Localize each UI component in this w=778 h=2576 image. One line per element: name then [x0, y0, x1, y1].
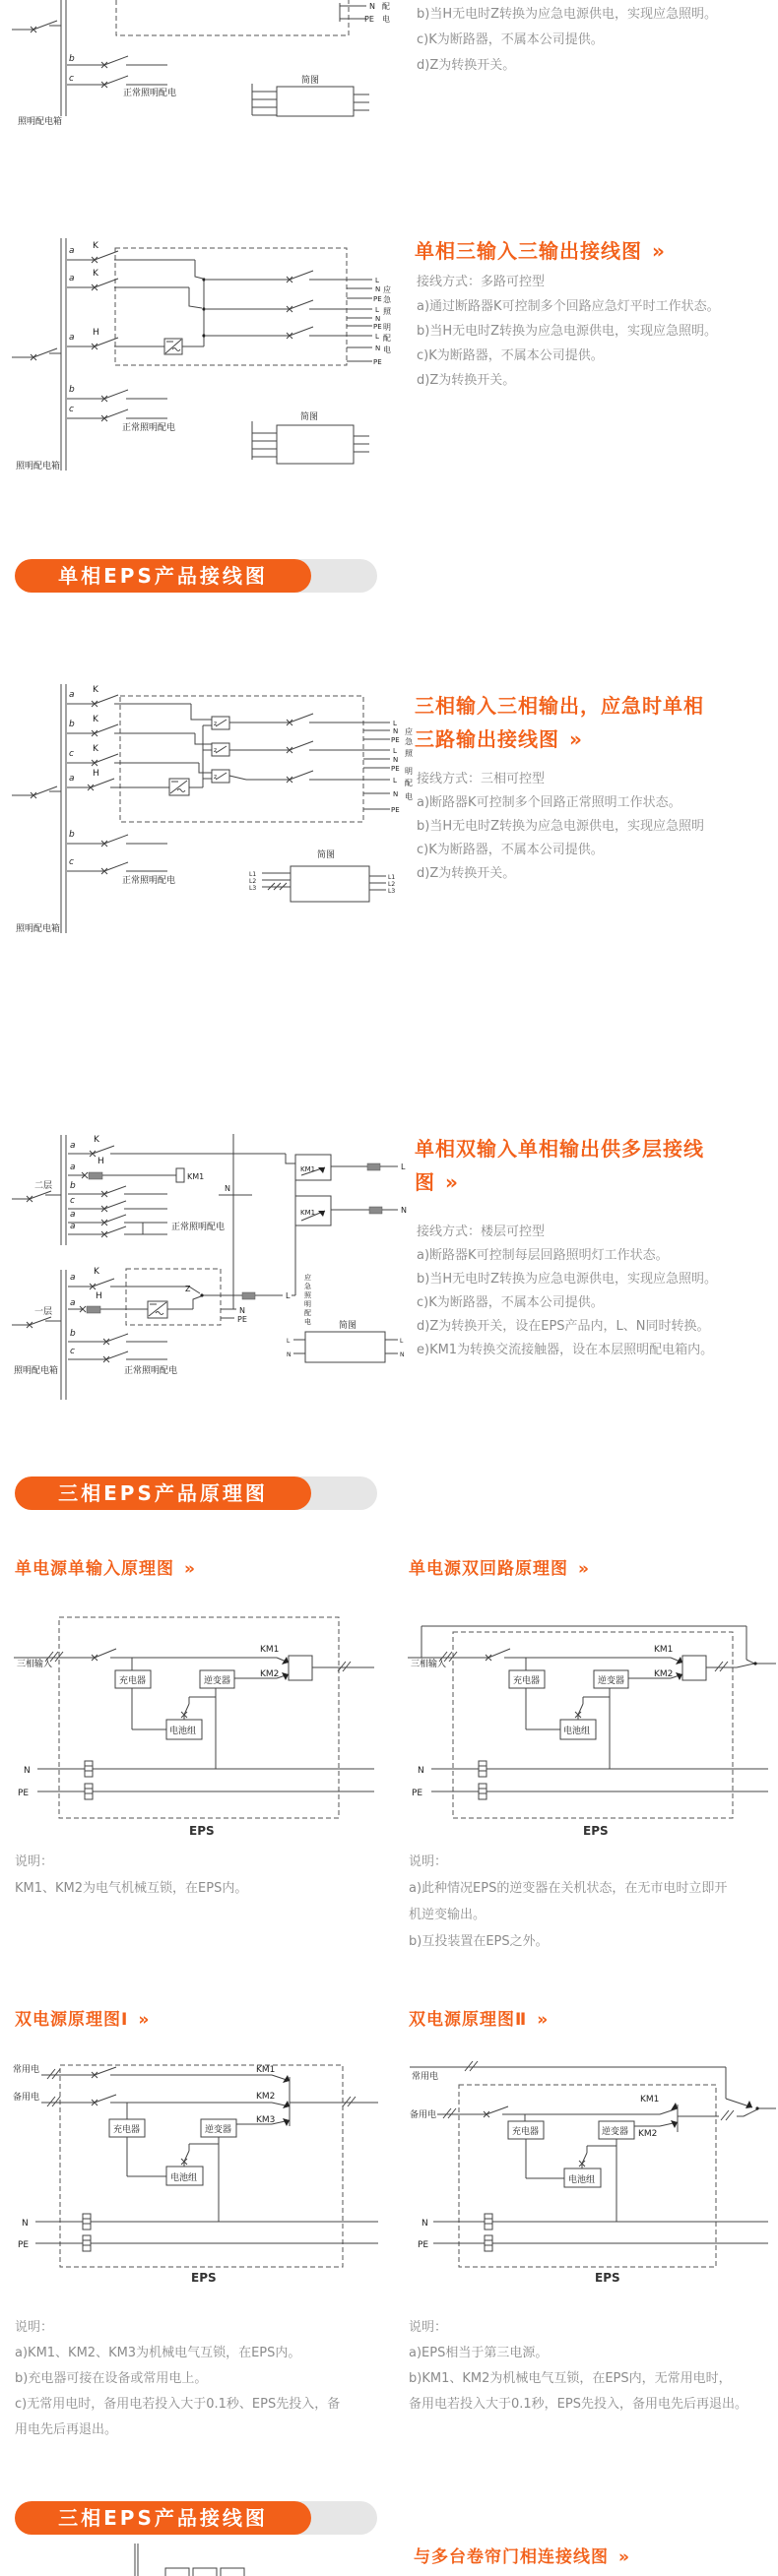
charger-box-label: 充电器: [513, 1676, 541, 1686]
breaker-label: K: [94, 1135, 99, 1145]
sketch-label: 简图: [301, 76, 320, 86]
inverter-box-label: 逆变器: [598, 1676, 625, 1686]
section3-title[interactable]: 三相输入三相输出，应急时单相 三路输出接线图 »: [415, 694, 704, 751]
breaker-label: K: [93, 715, 98, 724]
group-char: 电: [405, 792, 413, 801]
banner-pill: 三相EPS产品接线图: [15, 2501, 311, 2535]
terminal-label: PE: [391, 765, 400, 773]
terminal-label: L: [375, 277, 379, 284]
input-label: 常用电: [13, 2065, 40, 2075]
sketch-label: 简图: [300, 412, 319, 422]
sketch-out-label: L3: [388, 888, 396, 895]
bottom-section-title[interactable]: 与多台卷帘门相连接线图 »: [414, 2547, 630, 2567]
transfer-switch-label: Z: [185, 1285, 191, 1293]
banner-pill: 三相EPS产品原理图: [15, 1476, 311, 1510]
principle2-title[interactable]: 单电源双回路原理图 »: [409, 1559, 590, 1579]
contactor-label: KM3: [256, 2115, 276, 2125]
input-label: 备用电: [13, 2093, 40, 2103]
sketch-out-label: N: [400, 1351, 405, 1358]
note-line: a)断路器K可控制多个回路正常照明工作状态。: [417, 795, 681, 810]
note-line: KM1、KM2为电气机械互锁，在EPS内。: [15, 1881, 248, 1896]
note-line: b)当H无电时Z转换为应急电源供电，实现应急照明。: [417, 1272, 718, 1287]
section3-notes: [417, 768, 704, 886]
dual-power-diagram-1: [8, 2057, 384, 2289]
principle-diagram-single-input: [8, 1614, 384, 1839]
note-line: b)充电器可接在设备或常用电上。: [15, 2371, 208, 2386]
group-char: 急: [304, 1283, 311, 1290]
note-line: b)KM1、KM2为机械电气互锁，在EPS内，无常用电时，: [409, 2371, 732, 2386]
branch-label: a: [70, 1222, 76, 1231]
method-line: 接线方式：楼层可控型: [417, 1225, 546, 1239]
banner-pill: 单相EPS产品接线图: [15, 559, 311, 593]
section4-notes: [417, 1221, 717, 1362]
sketch-out-label: L2: [388, 881, 396, 888]
wire-label: N: [239, 1306, 245, 1315]
breaker-label: K: [94, 1267, 99, 1277]
note-line: a)KM1、KM2、KM3为机械电气互锁，在EPS内。: [15, 2346, 301, 2360]
note-line: d)Z为转换开关，设在EPS产品内，L、N同时转换。: [417, 1319, 710, 1334]
eps-label: EPS: [191, 2271, 217, 2285]
chevron-right-icon: »: [569, 727, 583, 751]
branch-label: b: [69, 54, 75, 64]
inverter-box-label: 逆变器: [205, 2125, 232, 2135]
branch-label: c: [69, 857, 74, 867]
note-line: 备用电若投入大于0.1秒，EPS先投入，备用电先后再退出。: [409, 2397, 747, 2412]
branch-label: b: [69, 385, 75, 395]
breaker-label: K: [93, 269, 98, 279]
wiring-diagram-three-phase: [0, 679, 414, 955]
input-label: 三相输入: [17, 1660, 53, 1669]
eps-label: EPS: [189, 1824, 215, 1838]
contactor-label: KM2: [638, 2129, 658, 2139]
section2-title[interactable]: 单相三输入三输出接线图 »: [415, 239, 666, 263]
group-char: 配: [383, 334, 391, 343]
chevron-right-icon: »: [537, 2010, 550, 2030]
breaker-label: H: [96, 1291, 102, 1301]
panel-box-label: 照明配电箱: [14, 1366, 59, 1376]
terminal-label: N: [393, 790, 399, 798]
wiring-diagram-single-phase-3in-3out: [0, 236, 394, 477]
note-line: c)K为断路器，不属本公司提供。: [417, 843, 604, 857]
branch-label: b: [69, 720, 75, 729]
note-line: 用电先后再退出。: [15, 2422, 118, 2437]
group-char: 电: [383, 346, 391, 354]
note-line: b)互投装置在EPS之外。: [409, 1934, 549, 1949]
contactor-label: KM1: [300, 1209, 316, 1217]
normal-lighting-label: 正常照明配电: [122, 423, 176, 433]
wire-label: PE: [18, 1789, 30, 1798]
branch-label: a: [70, 1210, 76, 1220]
method-line: 接线方式：多路可控型: [417, 275, 546, 289]
banner-three-phase-principle: [15, 1476, 379, 1510]
group-char: 配: [405, 779, 413, 787]
terminal-label: N: [393, 756, 399, 764]
group-char: 照: [383, 307, 391, 316]
note-line: e)KM1为转换交流接触器，设在本层照明配电箱内。: [417, 1343, 714, 1357]
sketch-in-label: L1: [249, 871, 257, 878]
terminal-pe-label: PE: [364, 15, 374, 24]
floor-label: 二层: [34, 1181, 53, 1191]
principle1-title[interactable]: 单电源单输入原理图 »: [15, 1559, 196, 1579]
group-char: 急: [405, 737, 413, 746]
wiring-diagram-top-partial: [0, 0, 463, 128]
battery-box-label: 电池组: [563, 1727, 591, 1736]
terminal-label: N: [393, 727, 399, 735]
terminal-label: PE: [373, 323, 382, 331]
floor-label: 一层: [34, 1307, 53, 1317]
branch-label: c: [69, 74, 74, 84]
wire-label: PE: [18, 2240, 30, 2250]
charger-box-label: 充电器: [119, 1676, 147, 1686]
branch-label: b: [69, 830, 75, 840]
contactor-label: KM2: [256, 2092, 276, 2102]
panel-box-label: 照明配电箱: [16, 462, 61, 471]
group-char: 电: [382, 15, 390, 24]
breaker-label: K: [93, 685, 98, 695]
group-char: 明: [383, 323, 391, 332]
note-line: b)当H无电时Z转换为应急电源供电，实现应急照明。: [417, 7, 718, 22]
breaker-label: H: [97, 1157, 104, 1166]
section4-title[interactable]: 单相双输入单相输出供多层接线 图 »: [415, 1137, 704, 1194]
branch-label: b: [70, 1329, 76, 1339]
branch-label: a: [69, 333, 75, 343]
panel-box-label: 照明配电箱: [16, 924, 61, 934]
branch-label: c: [70, 1196, 75, 1206]
branch-label: a: [69, 274, 75, 283]
note-line: d)Z为转换开关。: [417, 58, 516, 73]
chevron-right-icon: »: [138, 2010, 151, 2030]
group-char: 应: [405, 727, 413, 736]
transfer-switch-label: z: [214, 721, 218, 727]
input-label: 三相输入: [411, 1660, 447, 1669]
note-line: b)当H无电时Z转换为应急电源供电，实现应急照明。: [417, 324, 718, 339]
terminal-label: PE: [391, 806, 400, 814]
terminal-label: N: [375, 285, 381, 293]
dual-power-diagram-2: [402, 2057, 778, 2289]
terminal-label: PE: [391, 736, 400, 744]
breaker-label: K: [93, 744, 98, 754]
normal-lighting-label: 正常照明配电: [171, 1223, 226, 1232]
eps-label: EPS: [595, 2271, 620, 2285]
transfer-switch-label: z: [214, 747, 218, 754]
panel-box-label: 照明配电箱: [18, 117, 63, 127]
input-label: 备用电: [410, 2110, 437, 2120]
sketch-in-label: L: [287, 1338, 291, 1345]
input-label: 常用电: [412, 2072, 439, 2082]
terminal-label: PE: [373, 358, 382, 366]
branch-label: a: [69, 690, 75, 700]
sketch-out-label: L1: [388, 874, 396, 881]
note-line: a)EPS相当于第三电源。: [409, 2346, 549, 2360]
sketch-in-label: L2: [249, 878, 257, 885]
wire-label: N: [421, 2219, 428, 2229]
branch-label: c: [70, 1347, 75, 1356]
terminal-label: PE: [373, 295, 382, 303]
note-line: c)无常用电时，备用电若投入大于0.1秒、EPS先投入，备: [15, 2397, 341, 2412]
inverter-box-label: 逆变器: [602, 2127, 629, 2137]
wire-label: L: [401, 1162, 406, 1171]
branch-label: a: [69, 774, 75, 784]
sketch-in-label: N: [287, 1351, 292, 1358]
wiring-diagram-bottom-partial: [0, 2540, 414, 2576]
wire-label: PE: [418, 2240, 429, 2250]
contactor-label: KM1: [300, 1165, 316, 1173]
wire-label: N: [401, 1206, 407, 1215]
note-line: d)Z为转换开关。: [417, 373, 516, 388]
terminal-n-label: N: [369, 2, 375, 11]
battery-box-label: 电池组: [170, 2173, 198, 2183]
normal-lighting-label: 正常照明配电: [123, 89, 177, 98]
branch-label: a: [70, 1273, 76, 1283]
group-char: 应: [304, 1274, 311, 1282]
charger-box-label: 充电器: [512, 2127, 540, 2137]
note-line: b)当H无电时Z转换为应急电源供电，实现应急照明: [417, 819, 705, 834]
contactor-label: KM1: [256, 2065, 276, 2075]
wire-label: N: [24, 1766, 31, 1776]
inverter-box-label: 逆变器: [204, 1676, 231, 1686]
notes-heading: 说明：: [409, 1854, 448, 1869]
terminal-label: N: [375, 315, 381, 323]
chevron-right-icon: »: [578, 1559, 590, 1579]
group-char: 应: [383, 285, 391, 294]
terminal-label: L: [393, 777, 397, 785]
banner-single-phase-wiring: [15, 559, 379, 593]
contactor-label: KM1: [187, 1172, 205, 1181]
notes-heading: 说明：: [15, 2320, 54, 2335]
contactor-label: KM2: [654, 1669, 674, 1679]
branch-label: a: [70, 1298, 76, 1308]
note-line: a)断路器K可控制每层回路照明灯工作状态。: [417, 1248, 669, 1263]
breaker-label: H: [93, 769, 99, 779]
terminal-label: N: [375, 345, 381, 352]
notes-heading: 说明：: [409, 2320, 448, 2335]
normal-lighting-label: 正常照明配电: [124, 1366, 178, 1376]
banner-three-phase-wiring: [15, 2501, 379, 2535]
dual1-title[interactable]: 双电源原理图Ⅰ »: [15, 2010, 151, 2030]
dual1-notes: [15, 2315, 340, 2443]
branch-label: b: [70, 1181, 76, 1191]
principle-diagram-double-circuit: [402, 1614, 778, 1839]
breaker-label: K: [93, 241, 98, 251]
normal-lighting-label: 正常照明配电: [122, 876, 176, 886]
principle1-notes: [15, 1849, 247, 1902]
sketch-in-label: L3: [249, 885, 257, 892]
group-char: 照: [405, 749, 413, 758]
method-line: 接线方式：三相可控型: [417, 772, 546, 786]
note-line: a)通过断路器K可控制多个回路应急灯平时工作状态。: [417, 299, 720, 314]
wire-label: N: [225, 1184, 230, 1193]
contactor-label: KM1: [654, 1645, 674, 1655]
eps-label: EPS: [583, 1824, 609, 1838]
sketch-label: 简图: [317, 850, 336, 860]
section2-notes: [417, 270, 720, 393]
branch-label: a: [70, 1162, 76, 1172]
note-line: c)K为断路器，不属本公司提供。: [417, 1295, 604, 1310]
battery-box-label: 电池组: [169, 1727, 197, 1736]
chevron-right-icon: »: [184, 1559, 196, 1579]
group-char: 明: [405, 767, 413, 776]
top-section-notes: [417, 2, 717, 79]
note-line: c)K为断路器，不属本公司提供。: [417, 348, 604, 363]
terminal-label: L: [375, 306, 379, 314]
charger-box-label: 充电器: [113, 2125, 141, 2135]
sketch-out-label: L: [400, 1338, 404, 1345]
branch-label: c: [69, 405, 74, 414]
note-line: c)K为断路器，不属本公司提供。: [417, 32, 604, 47]
notes-heading: 说明：: [15, 1854, 54, 1869]
wire-label: PE: [237, 1315, 247, 1324]
contactor-label: KM1: [260, 1645, 280, 1655]
group-char: 配: [304, 1309, 311, 1317]
chevron-right-icon: »: [618, 2547, 630, 2567]
dual2-title[interactable]: 双电源原理图Ⅱ »: [409, 2010, 550, 2030]
wiring-diagram-multi-floor: [0, 1132, 414, 1408]
principle2-notes: [409, 1849, 727, 1955]
wire-label: N: [418, 1766, 424, 1776]
terminal-label: L: [375, 333, 379, 341]
group-char: 明: [304, 1300, 311, 1308]
wire-label: PE: [412, 1789, 423, 1798]
note-line: d)Z为转换开关。: [417, 866, 516, 881]
group-char: 照: [304, 1291, 311, 1299]
wire-label: N: [22, 2219, 29, 2229]
group-char: 急: [383, 295, 391, 304]
dual2-notes: [409, 2315, 747, 2418]
branch-label: a: [69, 246, 75, 256]
breaker-label: H: [93, 328, 99, 338]
note-line: a)此种情况EPS的逆变器在关机状态，在无市电时立即开: [409, 1881, 728, 1896]
transfer-switch-label: z: [214, 774, 218, 781]
note-line: 机逆变输出。: [409, 1908, 486, 1922]
terminal-label: L: [393, 720, 397, 727]
contactor-label: KM2: [260, 1669, 280, 1679]
contactor-label: KM1: [640, 2095, 660, 2105]
battery-box-label: 电池组: [568, 2175, 596, 2185]
chevron-right-icon: »: [652, 239, 666, 263]
group-char: 配: [382, 2, 390, 11]
group-char: 电: [304, 1318, 311, 1326]
terminal-label: L: [393, 747, 397, 755]
sketch-label: 简图: [339, 1321, 357, 1331]
wire-label: L: [286, 1291, 291, 1300]
branch-label: a: [70, 1141, 76, 1151]
branch-label: c: [69, 749, 74, 759]
chevron-right-icon: »: [445, 1170, 459, 1194]
